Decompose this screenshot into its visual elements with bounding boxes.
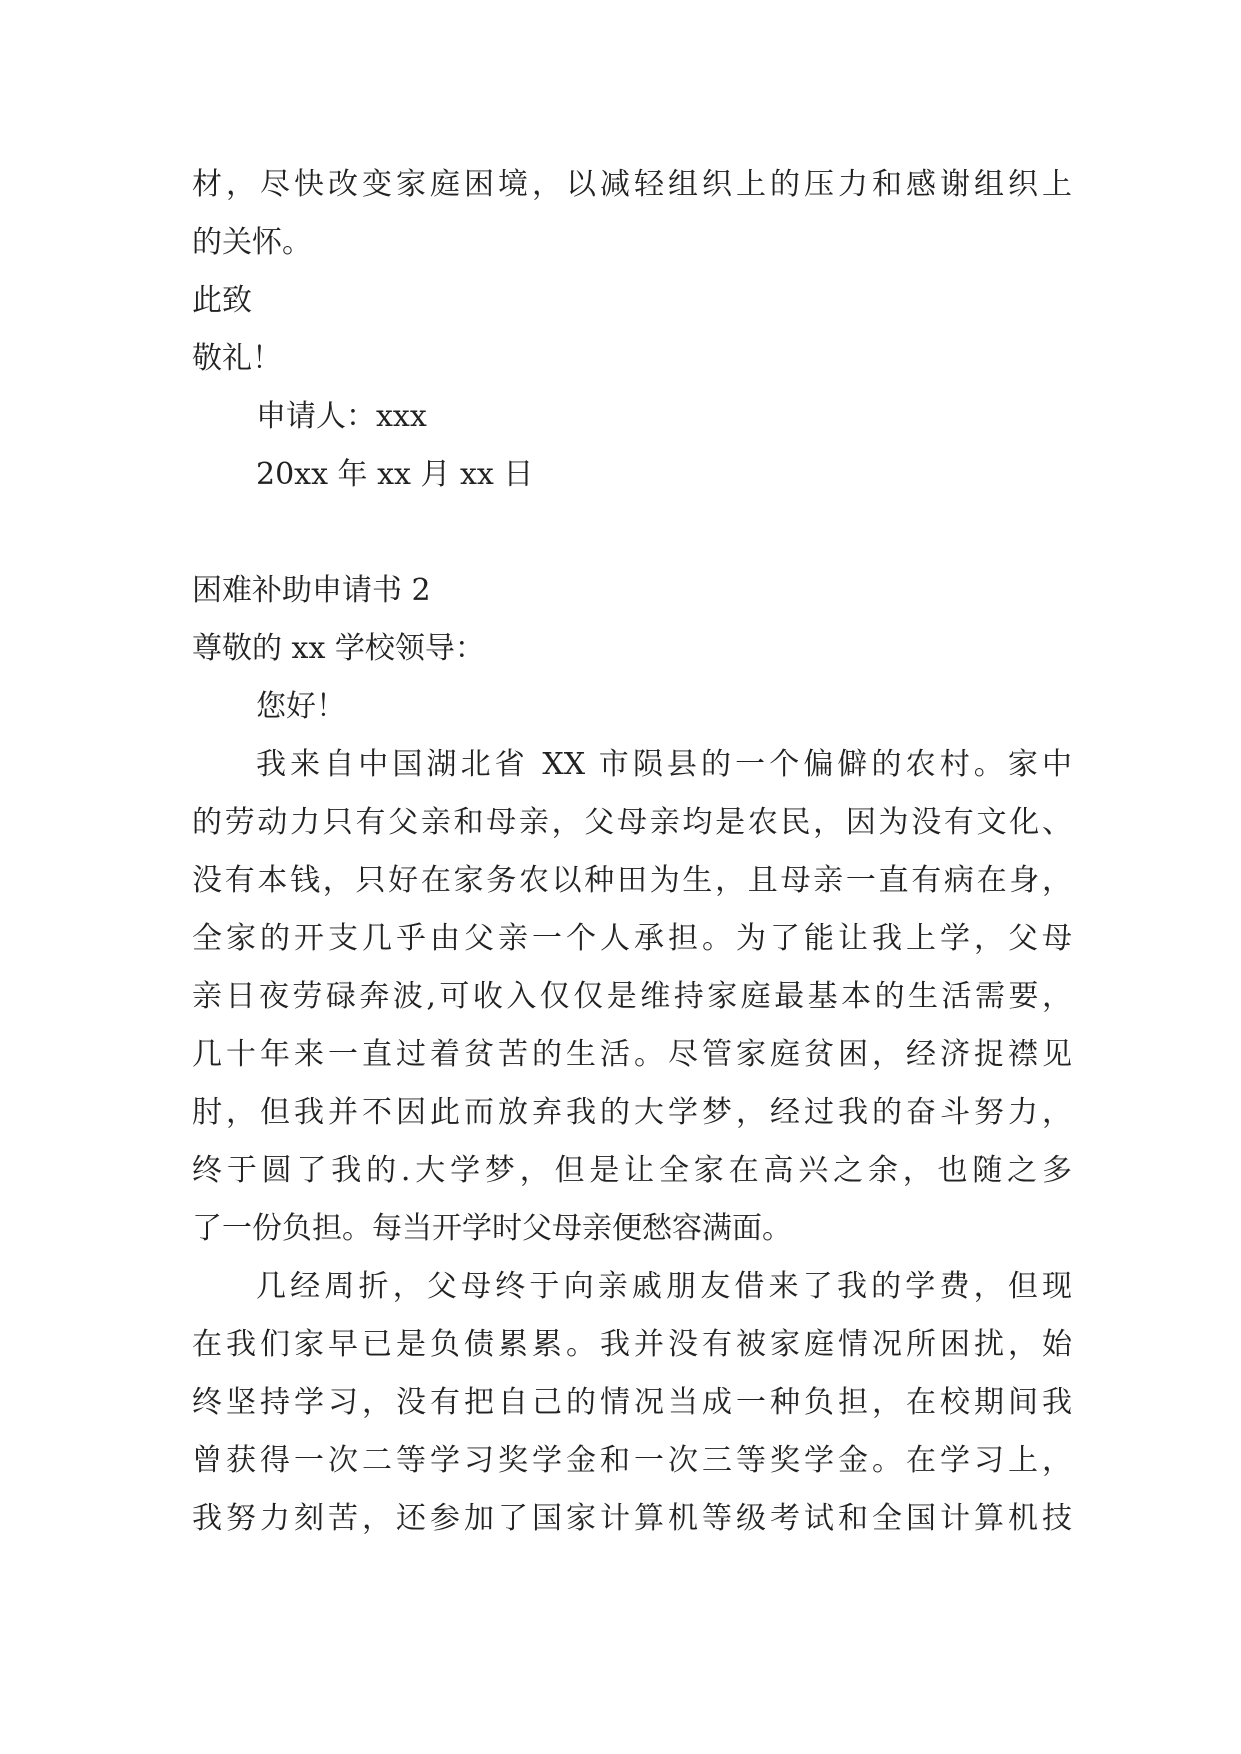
addressee-line: 尊敬的 xx 学校领导：	[192, 631, 485, 666]
body-line: 在我们家早已是负债累累。我并没有被家庭情况所困扰，始	[192, 1327, 1072, 1362]
body-line: 几十年来一直过着贫苦的生活。尽管家庭贫困，经济捉襟见	[192, 1037, 1072, 1072]
body-line: 没有本钱，只好在家务农以种田为生，且母亲一直有病在身，	[192, 863, 1072, 898]
body-line: 几经周折，父母终于向亲戚朋友借来了我的学费，但现	[256, 1269, 1072, 1304]
body-line: 我努力刻苦，还参加了国家计算机等级考试和全国计算机技	[192, 1501, 1072, 1536]
letter-body	[192, 156, 1072, 1548]
body-line: 终于圆了我的.大学梦，但是让全家在高兴之余，也随之多	[192, 1153, 1072, 1188]
salutation-line: 此致	[192, 283, 252, 318]
body-line: 我来自中国湖北省 XX 市陨县的一个偏僻的农村。家中	[256, 747, 1072, 782]
body-line: 终坚持学习，没有把自己的情况当成一种负担，在校期间我	[192, 1385, 1072, 1420]
salutation-line: 敬礼！	[192, 341, 282, 376]
section-title: 困难补助申请书 2	[192, 573, 431, 608]
applicant-line: 申请人：xxx	[256, 399, 427, 434]
greeting-line: 您好！	[256, 689, 346, 724]
body-line: 曾获得一次二等学习奖学金和一次三等奖学金。在学习上，	[192, 1443, 1072, 1478]
body-line: 肘，但我并不因此而放弃我的大学梦，经过我的奋斗努力，	[192, 1095, 1072, 1130]
body-line: 的关怀。	[192, 225, 312, 260]
body-line: 全家的开支几乎由父亲一个人承担。为了能让我上学，父母	[192, 921, 1072, 956]
section-gap	[192, 504, 1072, 562]
body-line: 的劳动力只有父亲和母亲，父母亲均是农民，因为没有文化、	[192, 805, 1072, 840]
body-line: 亲日夜劳碌奔波,可收入仅仅是维持家庭最基本的生活需要，	[192, 979, 1072, 1014]
body-line: 了一份负担。每当开学时父母亲便愁容满面。	[192, 1211, 792, 1246]
body-line: 材，尽快改变家庭困境，以减轻组织上的压力和感谢组织上	[192, 167, 1072, 202]
date-line: 20xx 年 xx 月 xx 日	[256, 457, 534, 492]
